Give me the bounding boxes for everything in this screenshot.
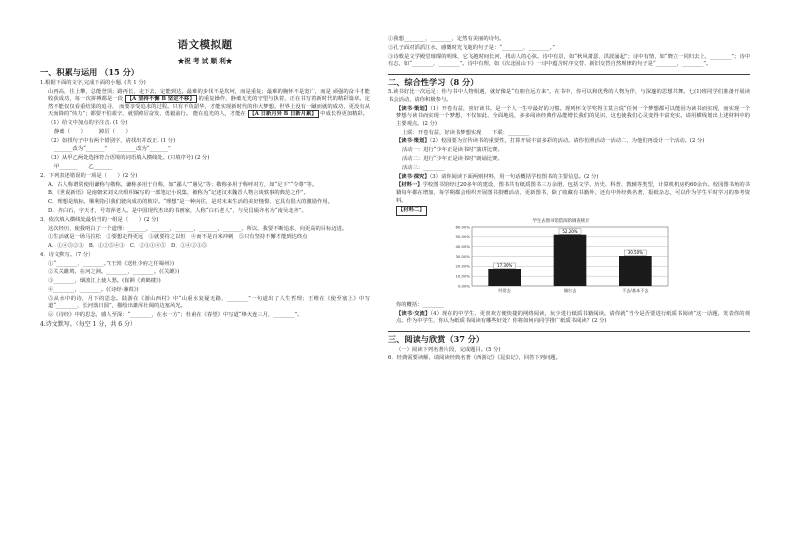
choice-option: B．《世说新语》是南朝宋刘义庆组织编写的一部笔记小说集，被称为“记述汉末魏晋人物言谈轶事的典范之作”。 — [48, 190, 309, 197]
section-heading: 二、综合性学习（8 分） — [388, 76, 479, 87]
sub-question — [388, 174, 750, 182]
question-text: 这次经历，使我明白了一个道理：_______，_______，_______，_______，_______，所以，我要不断追求，向更高的目标迈进。 — [48, 225, 348, 232]
word-choice-box: 【A 坚持不懈 B 坚定不移】 — [126, 96, 195, 103]
answer-blank[interactable]: 活动三：________ — [402, 164, 445, 171]
passage-part: 顽强的奋斗才能收获成功，每一次拼搏都是一段 — [48, 88, 370, 103]
question-intro: 5.读书好比一次远足：你与书中人物相遇，就好像是“有朋自远方来”。在书中，你可以和优秀的人物为伴，与深邃的思想共舞。七(1)班同学们准备开展读书会活动，请你积极参与。 — [388, 89, 750, 103]
bar — [488, 269, 521, 286]
x-category-label: 偶尔去 — [563, 287, 577, 293]
data-label: 17.30% — [497, 263, 513, 269]
section-heading: 一、积累与运用 （15 分） — [40, 67, 139, 78]
question-intro: （一）阅读下列名著片段，完成题目。(5 分) — [396, 346, 501, 353]
bar-chart — [446, 218, 676, 300]
activity-item: 活动二：进行“少年正是读书时”朗诵比赛。 — [402, 156, 503, 163]
question-text: ①生活就是一场马拉松 ②要想走得更远 ③就要持之以恒 ④而不是百米冲刺 ⑤只有坚持不懈才能到达终点 — [48, 234, 308, 241]
y-tick-label: 20.00% — [455, 263, 470, 269]
task-label: 【读书·策划】 — [396, 138, 430, 145]
task-text: （4）现在的中学生，更喜欢方便快捷的网络阅读，玩少进行纸质书籍阅读。请你就“当今是否要进行纸质书阅读”这一话题，发表你的观点。作为中学生，你认为纸质书阅读有哪些好处？你将如何向同学推广纸质书阅读？(2 分) — [396, 310, 750, 325]
section-heading: 三、阅读与欣赏（37 分） — [388, 333, 485, 344]
answer-blank[interactable]: _______改为“_______” _______改为“_______” — [54, 146, 171, 153]
passage-part: 能在追光的人，才能在 — [192, 111, 246, 118]
passage-part: 中成长得更加精彩。 — [320, 111, 368, 118]
x-category-label: 经常去 — [498, 287, 511, 293]
material-label: 【材料一】 — [396, 182, 423, 189]
answer-blank[interactable]: 静谧（ ） 踔厉（ ） — [54, 128, 131, 135]
answer-blank[interactable]: ②关关雎鸠，在河之洲。________，________。(《关雎》) — [48, 269, 180, 276]
material-label: 【材料二】 — [396, 206, 427, 216]
answer-blank[interactable]: ③诗歌是文学殿堂璀璨的明珠，它飞越时间长河，找动人的心弦。诗中有景，如“秋风萧瑟，洪波涌起”；诗中有情，如“晓立一同归去上，________”；诗中有志，如“________，________”。诗中有理，如《次北固山下》一诗中蕴含时序交替、新旧交替自然规律的句子是“________，________”。 — [388, 53, 750, 68]
question: 2．下列表述错误的一项是（ ）(2 分) — [40, 172, 138, 179]
chart-canvas — [446, 224, 676, 300]
answer-blank[interactable]: 你的概括：________ — [396, 301, 444, 308]
answer-blank[interactable]: 甲_______ 乙_______ — [54, 164, 113, 171]
page-title: 语文模拟题 — [177, 39, 233, 51]
sub-question: （1）给文中加点的字注音. (1 分) — [48, 120, 128, 127]
task-text: （1）开卷有益，喜好读书。是一个人一生中最好的习惯。现列怀文学奖得主莫言说“任何一个梦想都可以能因为读书而实现，而实现一个梦想与读书而实现一个梦想，不仅如此，全面地说，多多阅读经典作品能增长我们的见识，这也使我们心灵变得丰富充实。请用横线划出上述材料中的主要观点。(2 分) — [396, 105, 750, 127]
question: 3．依次填入横线处最恰当的一组是（ ）(2 分) — [40, 216, 159, 223]
y-tick-label: 10.00% — [455, 273, 470, 279]
choice-option: C．理想是航标，顺利指引我们驶向成功的彼岸。“理想”是一种向往，是对未来生活的美好憧憬，它具有很大的激励作用。 — [48, 199, 333, 206]
choice-option: D．齐白石，字天才，号寄萍老人。是中国现代杰出的书画家，人称“白石老人”，与吴昌硕齐名为“南吴北齐”。 — [48, 207, 307, 214]
question: 6．经典需要读解，请阅读经典名著《西游记》《昆虫记》，回答下列问题。 — [388, 355, 561, 362]
y-tick-label: 40.00% — [455, 244, 470, 250]
task-text: （2）校园要为宣传读书的重要性，打算开展丰富多彩的活动。请你仿照活动一活动二，为他们再设计一个活动。(2 分) — [429, 138, 705, 145]
choice-option: A．古人称谓常使用谦称与敬称。谦称多用于自称，如“鄙人”“愚兄”等；敬称多用于称呼对方，如“足下”“令尊”等。 — [48, 181, 318, 188]
task-label: 【读书·交流】 — [396, 310, 431, 317]
answer-blank[interactable]: ③________，烟波江上使人愁。(崔颢《黄鹤楼》) — [48, 278, 161, 285]
x-category-label: 不去/基本不去 — [622, 287, 649, 293]
task-text: （3）请你阅读下面两则材料，用一句话概括学校图书的主要信息。(2 分) — [429, 173, 599, 180]
bar — [554, 235, 587, 286]
divider — [388, 74, 750, 75]
answer-blank[interactable]: 上联：开卷有益，好读书梦想实现 下联：________ — [402, 129, 530, 136]
sub-question: （3）从甲乙两处选择符合语境的词语填入横线处。(只填序号) (2 分) — [48, 155, 210, 162]
sub-question — [388, 106, 750, 129]
y-tick-label: 0.00% — [457, 283, 470, 289]
y-tick-label: 60.00% — [455, 224, 470, 230]
material-body: 学校图书馆经过20多年的建设，图书共有纸质图书三万余册，包括文学、历史、科普、教辅等类型，计算机机房约60余台。校园图书角的书籍每年都在增加，每学期都会组织开展图书捐赠活动，更新图书，除了收藏有书籍外，还有中外经典名著，报纸杂志，可以作为学生平时学习的参考资料。 — [396, 182, 750, 204]
right-column — [388, 36, 750, 364]
sub-question — [388, 311, 750, 326]
answer-blank[interactable]: ⑥《诗经》中的思念，感人至深：“________，在水一方”；杜甫在《春望》中写道“烽火连三月，________”。 — [48, 312, 303, 319]
left-column — [40, 36, 370, 330]
answer-blank[interactable]: ②孔子面对滔滔江水，感慨时光飞逝的句子是：“________，________。” — [388, 44, 555, 51]
sub-question: （2）如找句子中有两个错别字，请找出并改正. (1 分) — [48, 137, 176, 144]
material-heading — [388, 206, 750, 216]
question: 4．诗文默写。（7 分） — [40, 251, 94, 258]
passage-text — [40, 89, 370, 119]
data-label: 52.20% — [562, 228, 578, 234]
task-label: 【读书·探究】 — [396, 173, 430, 180]
exam-wish: ★祝 考 试 顺 利★ — [177, 56, 233, 65]
activity-item: 活动一：进行“少年正是读书时”演讲比赛。 — [402, 147, 503, 154]
passage-part: 而要享受追求的过程。只有不负韶华，才能实现新时代的伟大梦想。世界上没有一蹴而就的成功，更没有从天而降的“伟力”；都要不怕艰辛，就要踔厉奋发、勇毅前行。 — [48, 103, 370, 118]
answer-blank[interactable]: ①我想________，________，定然有美丽的诗句。 — [388, 36, 505, 42]
y-tick-label: 50.00% — [455, 234, 470, 240]
y-tick-label: 30.00% — [455, 253, 470, 259]
answer-blank[interactable]: ④________，________。(《诗经·蒹葭》) — [48, 286, 139, 293]
question-intro: 1.根据下面的文字,完成下面的小题. (共 1 分) — [40, 79, 146, 86]
data-label: 30.50% — [627, 250, 643, 256]
answer-blank[interactable]: ①“________，________。”(王勃《送杜少府之任蜀州》) — [48, 260, 175, 267]
sub-question — [388, 138, 750, 146]
chart-title: 学生去图书馆借阅的调查统计 — [532, 218, 590, 224]
divider — [388, 331, 750, 332]
bar — [619, 256, 652, 286]
task-label: 【读书·策划】 — [396, 105, 431, 112]
choice-option: A．①④⑤②③ B．①②⑤④③ C．②③①④⑤ D．①④②③⑤ — [48, 243, 208, 250]
word-choice-box: 【A 日新月异 B 日新月累】 — [249, 111, 317, 118]
question: 4.诗文默写。（每空 1 分，共 6 分） — [40, 320, 136, 328]
answer-blank[interactable]: ⑤从水中的诗，月下的思念。陆游在《游山西村》中“山重水复疑无路，________”一句道出了人生哲理；王维在《使至塞上》中写道“________，长河落日圆”，描绘出雄浑壮阔的边塞风光。 — [48, 295, 370, 310]
material-text — [388, 182, 750, 205]
passage-part: 的重复操作，静谧无光的守望与执着，正在书写着新时代的精彩篇章。定然不能仅仅看重结果的追寻， — [48, 96, 370, 110]
passage-part: 山再高，往上攀，总能登顶；路再长，走下去，定能到达。最难的步伐不是坎坷，而是重复；最难的胸怀不是宽广，而是 — [48, 88, 331, 95]
